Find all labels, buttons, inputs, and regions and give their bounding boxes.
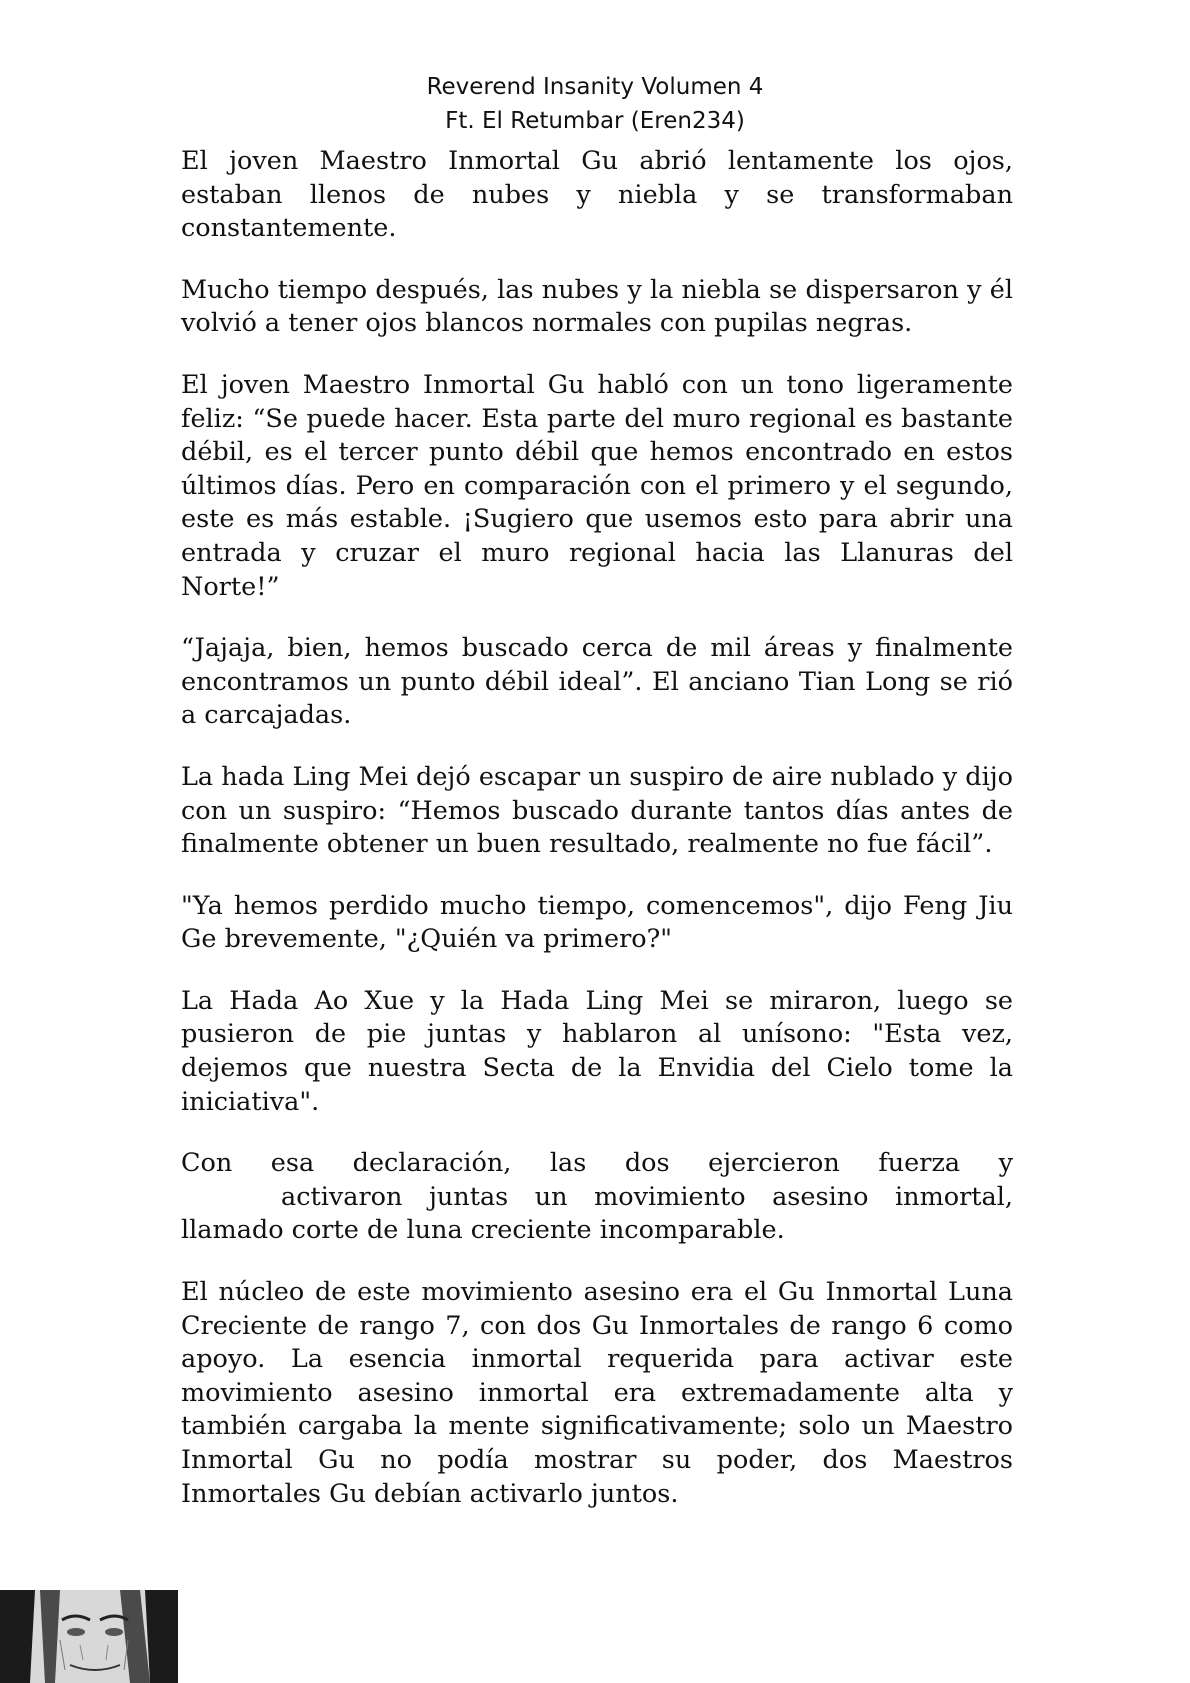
corner-avatar-image [0, 1590, 178, 1683]
paragraph-6: "Ya hemos perdido mucho tiempo, comencemos", dijo Feng Jiu Ge brevemente, "¿Quién va primero?" [181, 890, 1013, 955]
document-body [181, 145, 1013, 1539]
page-header [0, 70, 1190, 138]
paragraph-2: Mucho tiempo después, las nubes y la niebla se dispersaron y él volvió a tener ojos blancos normales con pupilas negras. [181, 274, 1013, 339]
paragraph-1: El joven Maestro Inmortal Gu abrió lentamente los ojos, estaban llenos de nubes y niebla y se transformaban constantemente. [181, 146, 1013, 244]
paragraph-5: La hada Ling Mei dejó escapar un suspiro de aire nublado y dijo con un suspiro: “Hemos buscado durante tantos días antes de finalmente obtener un buen resultado, realmente no fue fácil”. [181, 761, 1013, 860]
paragraph-8-line-1: Con esa declaración, las dos ejercieron fuerza y [181, 1148, 1013, 1179]
header-credit: Ft. El Retumbar (Eren234) [445, 108, 745, 134]
paragraph-7: La Hada Ao Xue y la Hada Ling Mei se miraron, luego se pusieron de pie juntas y hablaron al unísono: "Esta vez, dejemos que nuestra Secta de la Envidia del Cielo tome la iniciativa". [181, 985, 1013, 1117]
header-title: Reverend Insanity Volumen 4 [426, 74, 764, 100]
paragraph-4: “Jajaja, bien, hemos buscado cerca de mil áreas y finalmente encontramos un punto débil ideal”. El anciano Tian Long se rió a carcajadas. [181, 633, 1013, 731]
paragraph-9: El núcleo de este movimiento asesino era el Gu Inmortal Luna Creciente de rango 7, con dos Gu Inmortales de rango 6 como apoyo. La esencia inmortal requerida para activar este movimiento asesino inmortal era extremadamente alta y también cargaba la mente significativamente; solo un Maestro Inmortal Gu no podía mostrar su poder, dos Maestros Inmortales Gu debían activarlo juntos. [181, 1277, 1013, 1509]
paragraph-8-rest: activaron juntas un movimiento asesino inmortal, llamado corte de luna creciente incomparable. [181, 1181, 1013, 1246]
avatar-illustration-icon [0, 1590, 178, 1683]
paragraph-3: El joven Maestro Inmortal Gu habló con un tono ligeramente feliz: “Se puede hacer. Esta parte del muro regional es bastante débil, es el tercer punto débil que hemos encontrado en estos últimos días. Pero en comparación con el primero y el segundo, este es más estable. ¡Sugiero que usemos esto para abrir una entrada y cruzar el muro regional hacia las Llanuras del Norte!” [181, 369, 1013, 602]
paragraph-8 [181, 1147, 1013, 1248]
